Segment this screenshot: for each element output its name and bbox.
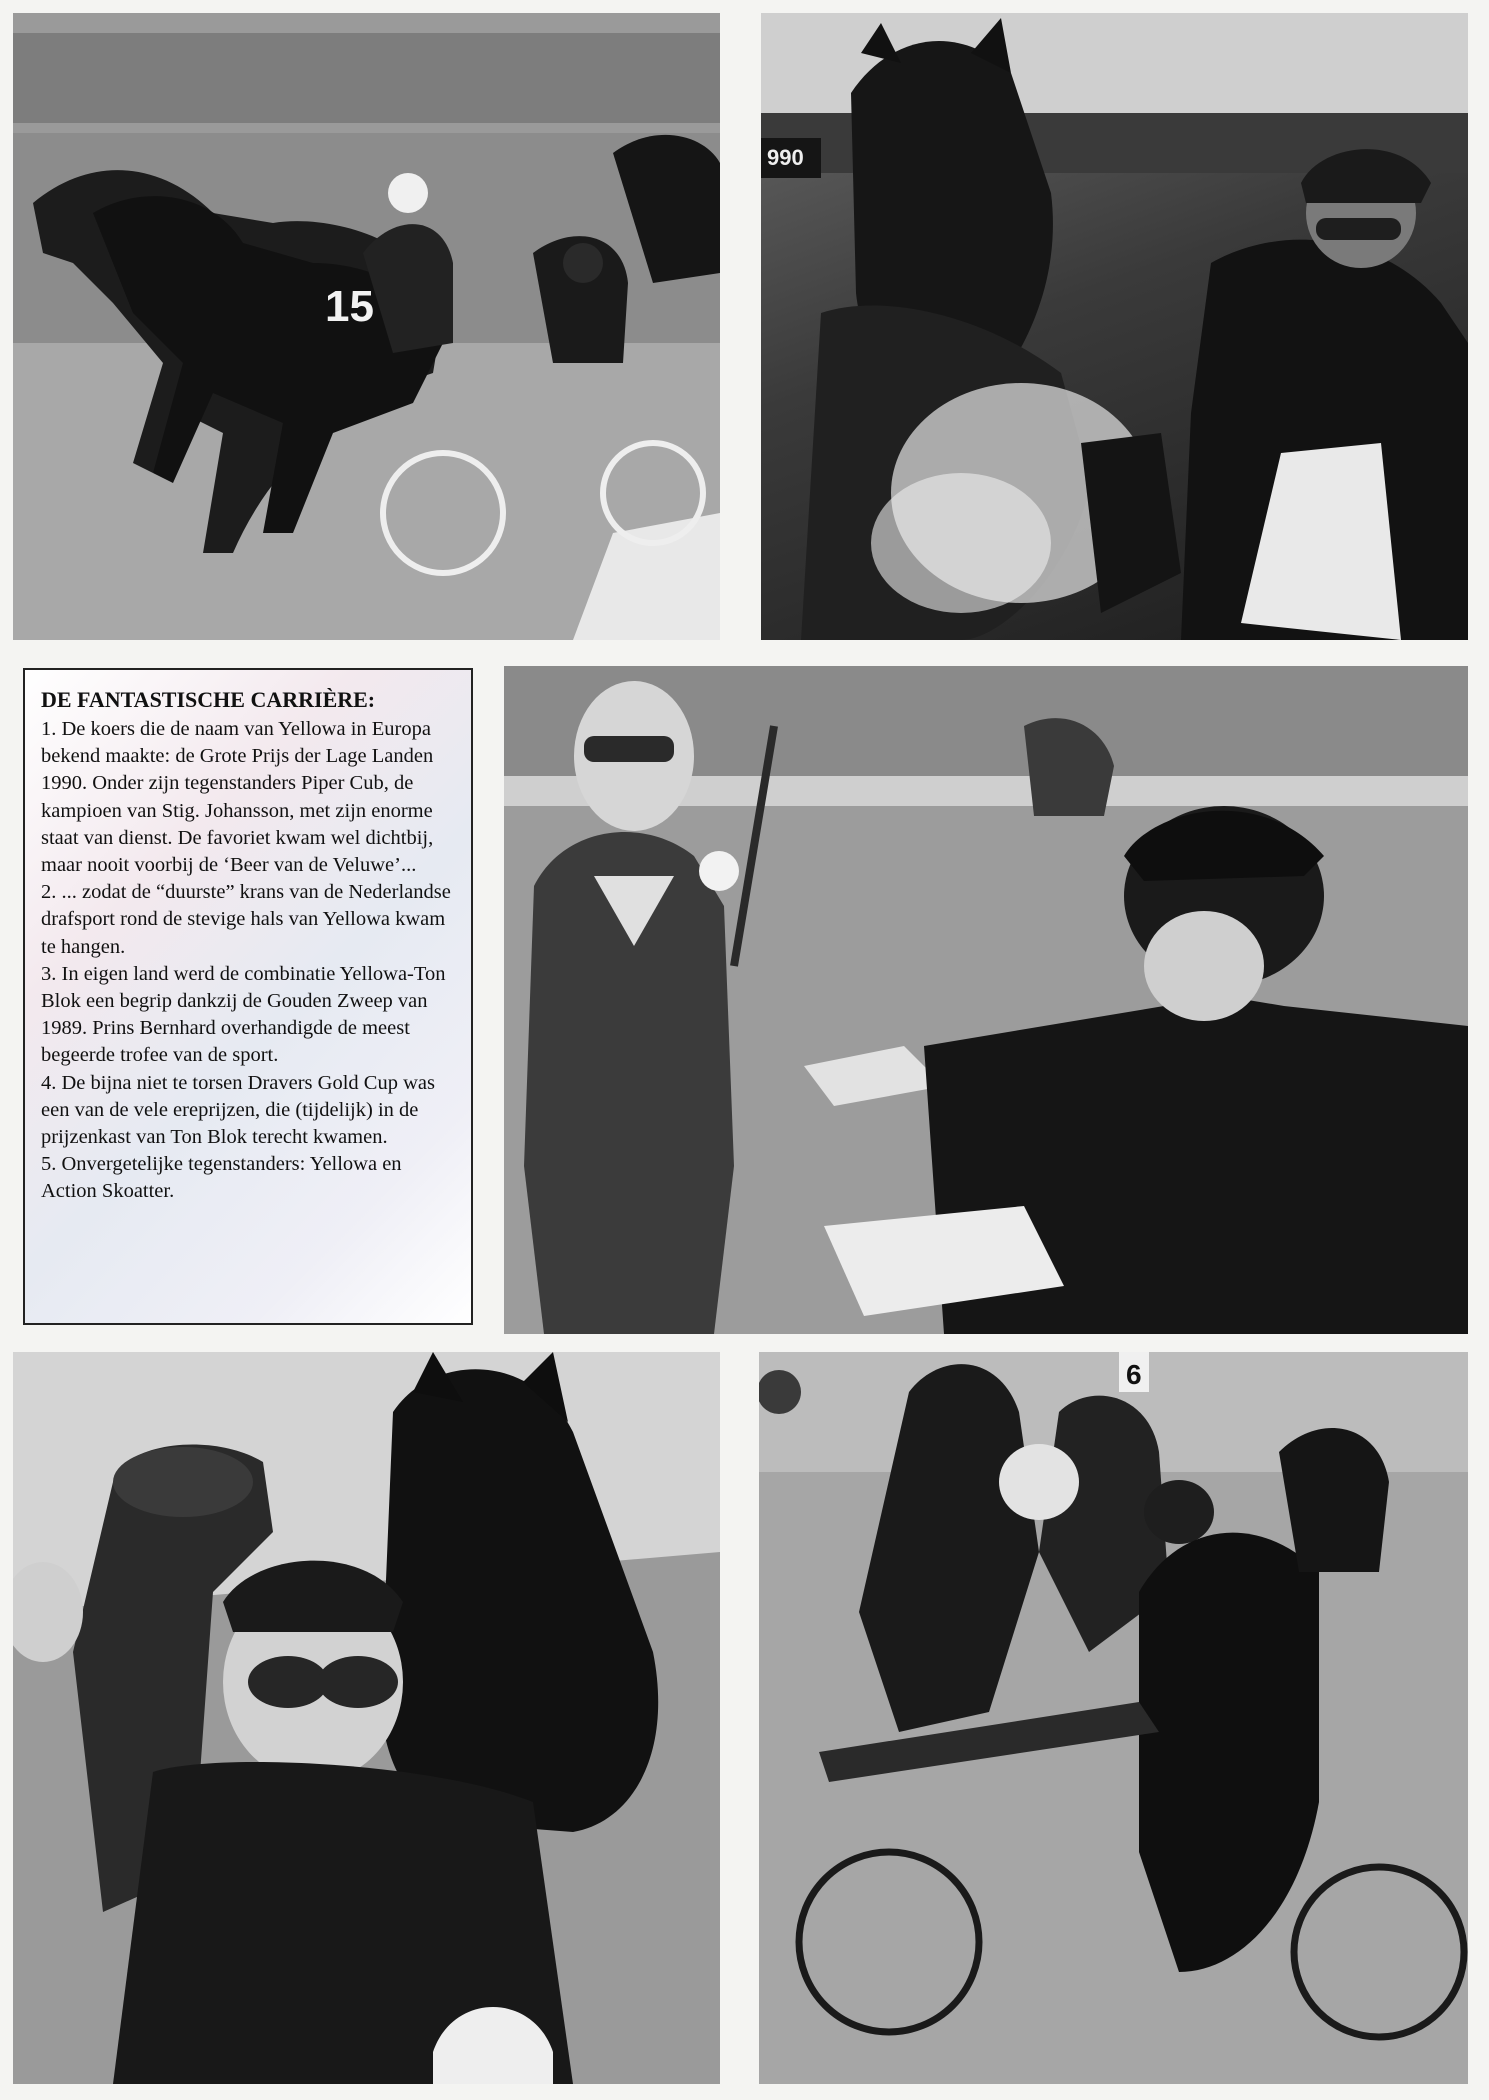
caption-item-2: 2. ... zodat de “duurste” krans van de Nederlandse drafsport rond de stevige hals van Yellowa kwam te hangen. xyxy=(41,881,451,958)
photo-race-grote-prijs xyxy=(13,13,720,640)
sulky-number: 15 xyxy=(325,282,374,331)
photo-winner-wreath xyxy=(761,13,1468,640)
caption-item-3: 3. In eigen land werd de combinatie Yellowa-Ton Blok een begrip dankzij de Gouden Zweep van 1989. Prins Bernhard overhandigde de meest begeerde trofee van de sport. xyxy=(41,962,446,1067)
caption-item-5: 5. Onvergetelijke tegenstanders: Yellowa en Action Skoatter. xyxy=(41,1153,402,1203)
scoreboard-text: 990 xyxy=(767,145,804,170)
photo-4-image xyxy=(13,1352,720,2084)
caption-title: DE FANTASTISCHE CARRIÈRE: xyxy=(41,687,376,712)
saddle-number: 6 xyxy=(1126,1359,1142,1390)
photo-dravers-gold-cup xyxy=(13,1352,720,2084)
photo-5-image xyxy=(759,1352,1468,2084)
photo-handshake-gouden-zweep xyxy=(504,666,1468,1334)
photo-1-image xyxy=(13,13,720,640)
photo-3-image xyxy=(504,666,1468,1334)
photo-2-image xyxy=(761,13,1468,640)
caption-box xyxy=(23,668,473,1325)
photo-race-action-skoatter xyxy=(759,1352,1468,2084)
caption-item-1: 1. De koers die de naam van Yellowa in Europa bekend maakte: de Grote Prijs der Lage Landen 1990. Onder zijn tegenstanders Piper Cub, de kampioen van Stig. Johansson, met zijn enorme staat van dienst. De favoriet kwam wel dichtbij, maar nooit voorbij de ‘Beer van de Veluwe’... xyxy=(41,718,434,877)
caption-item-4: 4. De bijna niet te torsen Dravers Gold Cup was een van de vele ereprijzen, die (tijdelijk) in de prijzenkast van Ton Blok terecht kwamen. xyxy=(41,1071,435,1149)
